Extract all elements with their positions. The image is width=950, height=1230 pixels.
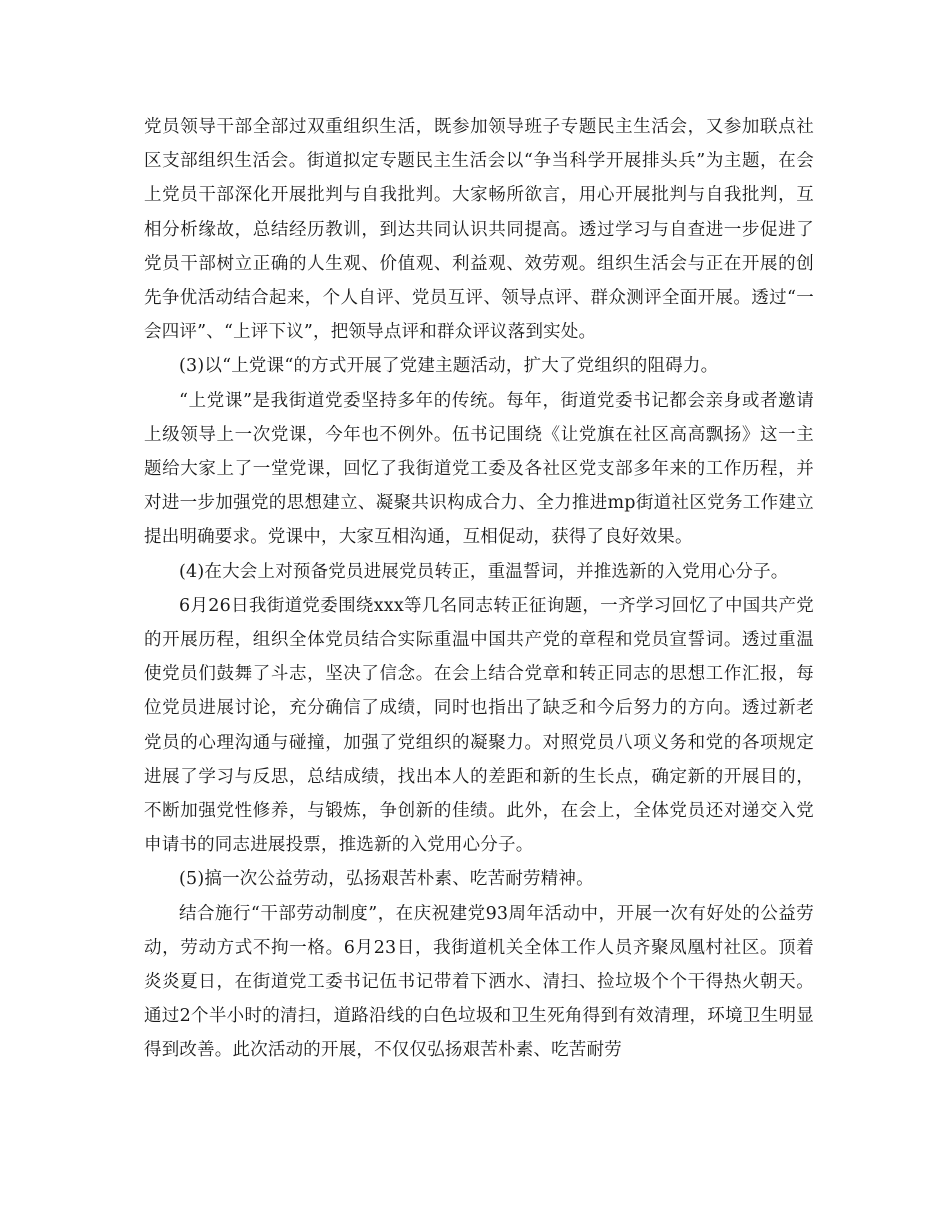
paragraph-3: “上党课”是我街道党委坚持多年的传统。每年，街道党委书记都会亲身或者邀请上级领导上一次党课，今年也不例外。伍书记围绕《让党旗在社区高高飘扬》这一主题给大家上了一堂党课，回忆了我街道党工委及各社区党支部多年来的工作历程，并对进一步加强党的思想建立、凝聚共识构成合力、全力推进mp街道社区党务工作建立提出明确要求。党课中，大家互相沟通，互相促动，获得了良好效果。 (144, 390, 814, 548)
paragraph-7: 结合施行“干部劳动制度”，在庆祝建党93周年活动中，开展一次有好处的公益劳动，劳动方式不拘一格。6月23日，我街道机关全体工作人员齐聚凤凰村社区。顶着炎炎夏日，在街道党工委书记伍书记带着下洒水、清扫、捡垃圾个个干得热火朝天。通过2个半小时的清扫，道路沿线的白色垃圾和卫生死角得到有效清理，环境卫生明显得到改善。此次活动的开展，不仅仅弘扬艰苦朴素、吃苦耐劳 (144, 903, 814, 1061)
paragraph-4-heading: (4)在大会上对预备党员进展党员转正，重温誓词，并推选新的入党用心分子。 (179, 561, 789, 582)
paragraph-1: 党员领导干部全部过双重组织生活，既参加领导班子专题民主生活会，又参加联点社区支部组织生活会。街道拟定专题民主生活会以“争当科学开展排头兵”为主题，在会上党员干部深化开展批判与自我批判。大家畅所欲言，用心开展批判与自我批判，互相分析缘故，总结经历教训，到达共同认识共同提高。透过学习与自查进一步促进了党员干部树立正确的人生观、价值观、利益观、效劳观。组织生活会与正在开展的创先争优活动结合起来，个人自评、党员互评、领导点评、群众测评全面开展。透过“一会四评”、“上评下议”，把领导点评和群众评议落到实处。 (144, 117, 814, 343)
paragraph-6-heading: (5)搞一次公益劳动，弘扬艰苦朴素、吃苦耐劳精神。 (179, 869, 594, 890)
body-text (144, 110, 814, 1068)
paragraph-5: 6月26日我街道党委围绕xxx等几名同志转正征询题，一齐学习回忆了中国共产党的开展历程，组织全体党员结合实际重温中国共产党的章程和党员宣誓词。透过重温使党员们鼓舞了斗志，坚决了信念。在会上结合党章和转正同志的思想工作汇报，每位党员进展讨论，充分确信了成绩，同时也指出了缺乏和今后努力的方向。透过新老党员的心理沟通与碰撞，加强了党组织的凝聚力。对照党员八项义务和党的各项规定进展了学习与反思，总结成绩，找出本人的差距和新的生长点，确定新的开展目的，不断加强党性修养，与锻炼，争创新的佳绩。此外，在会上，全体党员还对递交入党申请书的同志进展投票，推选新的入党用心分子。 (144, 595, 814, 856)
paragraph-2-heading: (3)以“上党课“的方式开展了党建主题活动，扩大了党组织的阻碍力。 (179, 356, 719, 377)
